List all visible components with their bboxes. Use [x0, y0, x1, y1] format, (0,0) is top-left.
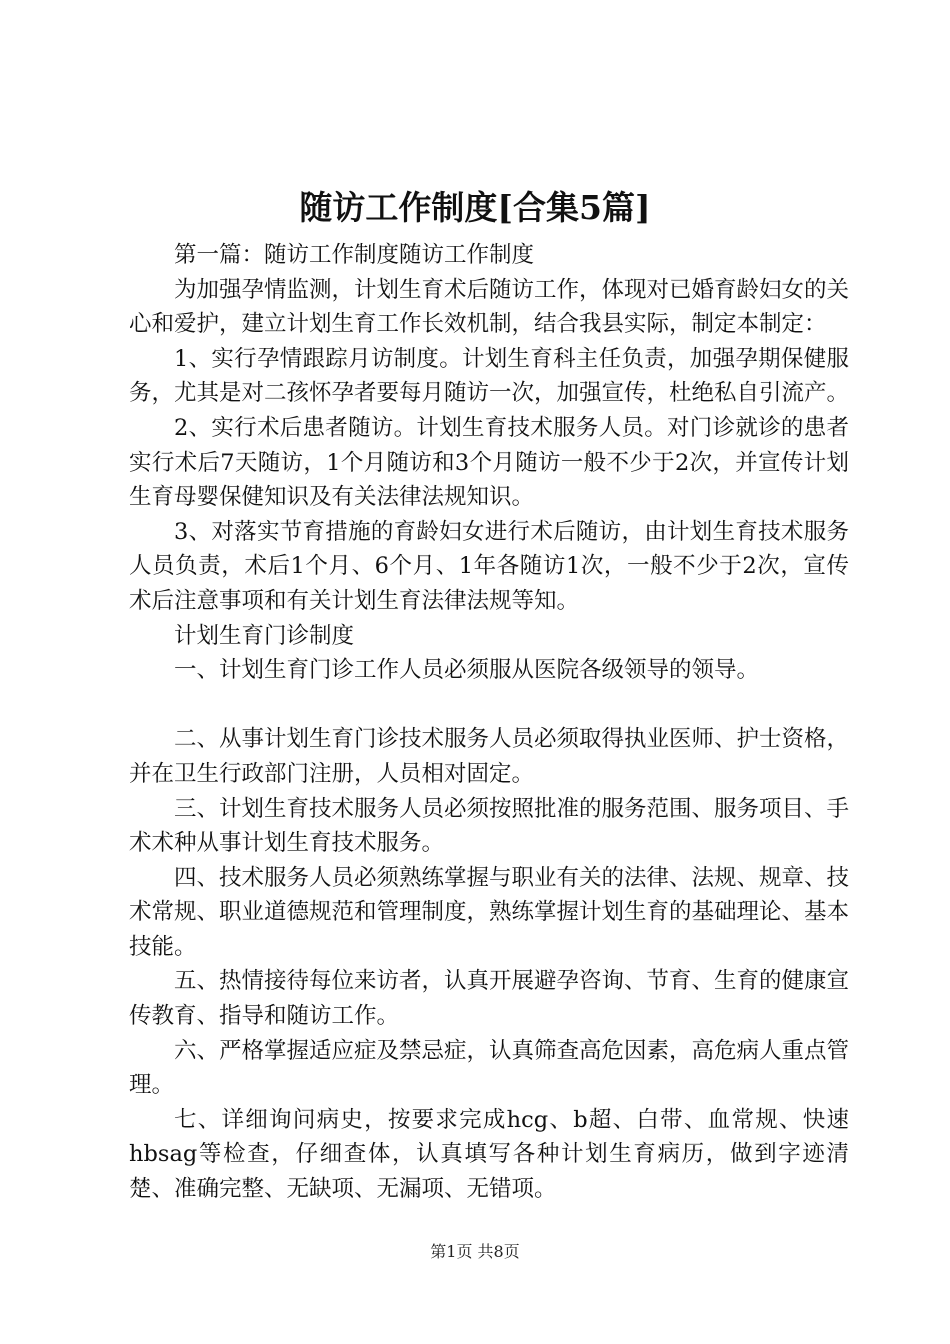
paragraph: 为加强孕情监测，计划生育术后随访工作，体现对已婚育龄妇女的关心和爱护，建立计划生育工作长效机制，结合我县实际，制定本制定： — [129, 276, 850, 338]
paragraph: 2、实行术后患者随访。计划生育技术服务人员。对门诊就诊的患者实行术后7天随访，1个月随访和3个月随访一般不少于2次，并宣传计划生育母婴保健知识及有关法律法规知识。 — [129, 414, 849, 511]
paragraph: 二、从事计划生育门诊技术服务人员必须取得执业医师、护士资格，并在卫生行政部门注册，人员相对固定。 — [129, 726, 850, 787]
paragraph: 七、详细询问病史，按要求完成hcg、b超、白带、血常规、快速hbsag等检查，仔细查体，认真填写各种计划生育病历，做到字迹清楚、准确完整、无缺项、无漏项、无错项。 — [129, 1106, 849, 1203]
document-body — [129, 238, 849, 1207]
paragraph: 六、严格掌握适应症及禁忌症，认真筛查高危因素，高危病人重点管理。 — [129, 1037, 850, 1099]
document-title: 随访工作制度[合集5篇] — [299, 188, 651, 227]
blank-line — [129, 688, 849, 723]
paragraph: 四、技术服务人员必须熟练掌握与职业有关的法律、法规、规章、技术常规、职业道德规范和管理制度，熟练掌握计划生育的基础理论、基本技能。 — [129, 864, 850, 960]
paragraph: 3、对落实节育措施的育龄妇女进行术后随访，由计划生育技术服务人员负责，术后1个月、6个月、1年各随访1次，一般不少于2次，宣传术后注意事项和有关计划生育法律法规等知。 — [129, 518, 849, 614]
paragraph: 1、实行孕情跟踪月访制度。计划生育科主任负责，加强孕期保健服务，尤其是对二孩怀孕者要每月随访一次，加强宣传，杜绝私自引流产。 — [129, 345, 850, 407]
section-heading: 计划生育门诊制度 — [174, 622, 355, 649]
paragraph: 一、计划生育门诊工作人员必须服从医院各级领导的领导。 — [174, 657, 760, 684]
page-number-footer: 第1页 共8页 — [430, 1242, 520, 1261]
paragraph: 五、热情接待每位来访者，认真开展避孕咨询、节育、生育的健康宣传教育、指导和随访工作。 — [129, 968, 850, 1030]
paragraph: 第一篇：随访工作制度随访工作制度 — [174, 242, 535, 268]
paragraph: 三、计划生育技术服务人员必须按照批准的服务范围、服务项目、手术术种从事计划生育技术服务。 — [129, 795, 850, 857]
